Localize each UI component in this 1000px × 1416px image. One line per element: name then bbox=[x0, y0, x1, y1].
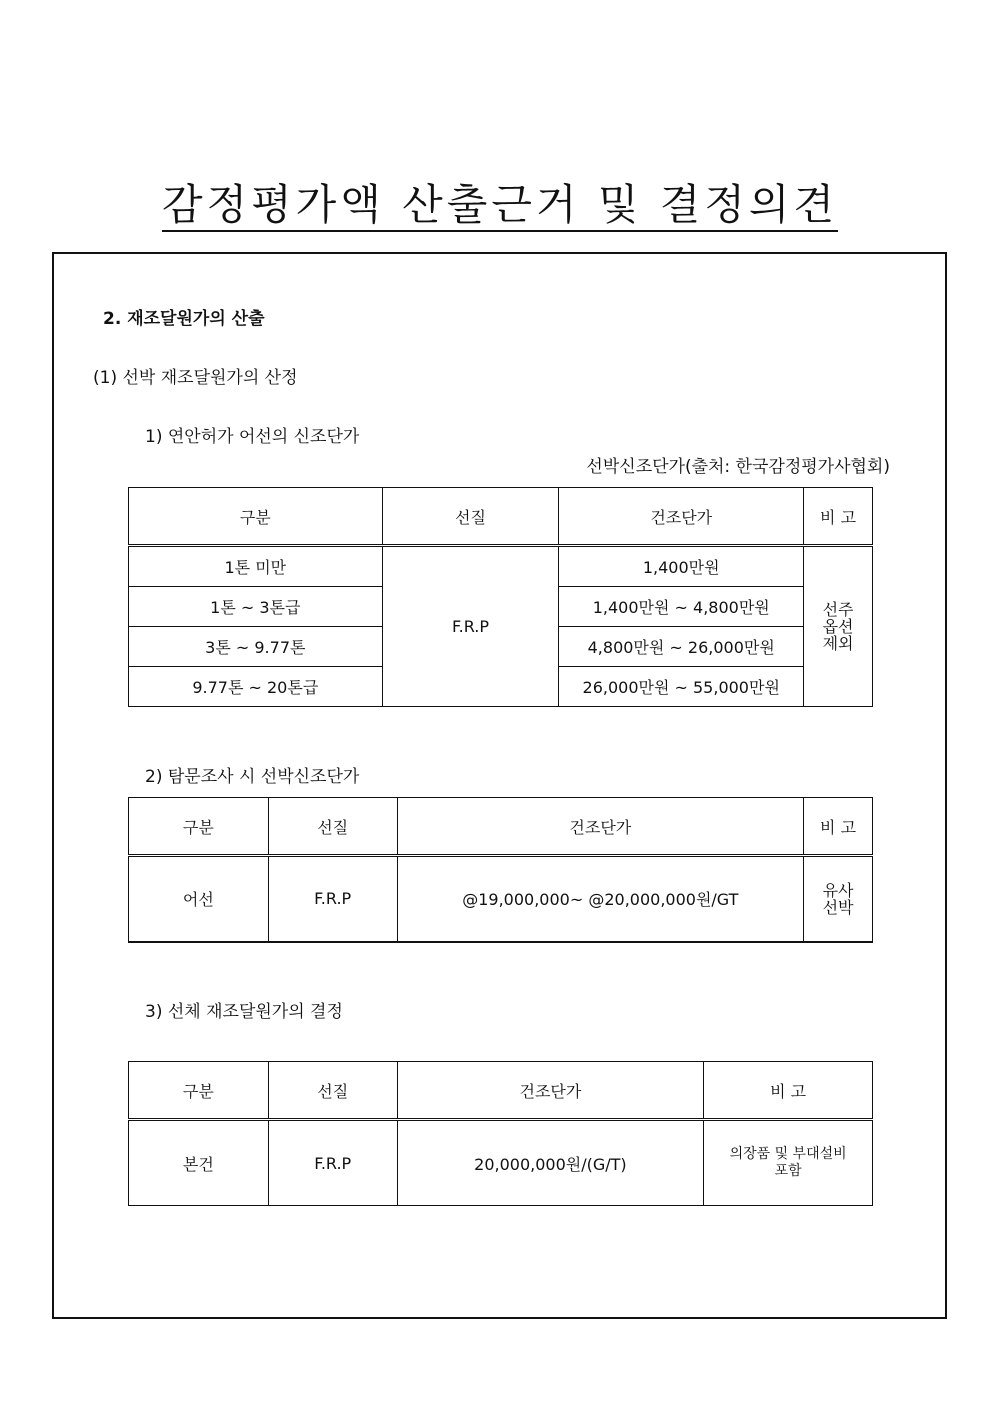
header-material: 선질 bbox=[382, 488, 559, 546]
category-cell: 3톤 ~ 9.77톤 bbox=[129, 627, 383, 667]
header-note: 비 고 bbox=[704, 1062, 873, 1120]
header-note: 비 고 bbox=[804, 798, 873, 856]
header-price: 건조단가 bbox=[559, 488, 804, 546]
table-header-row bbox=[129, 798, 873, 856]
note-cell: 의장품 및 부대설비 포함 bbox=[704, 1120, 873, 1206]
price-cell: 26,000만원 ~ 55,000만원 bbox=[559, 667, 804, 707]
price-cell: 1,400만원 ~ 4,800만원 bbox=[559, 587, 804, 627]
note-cell: 선주 옵션 제외 bbox=[804, 546, 873, 707]
table-row bbox=[129, 856, 873, 942]
part1-source: 선박신조단가(출처: 한국감정평가사협회) bbox=[586, 457, 890, 477]
header-category: 구분 bbox=[129, 1062, 269, 1120]
header-category: 구분 bbox=[129, 488, 383, 546]
material-cell: F.R.P bbox=[268, 1120, 397, 1206]
header-price: 건조단가 bbox=[397, 798, 803, 856]
header-category: 구분 bbox=[129, 798, 269, 856]
category-cell: 1톤 ~ 3톤급 bbox=[129, 587, 383, 627]
header-note: 비 고 bbox=[804, 488, 873, 546]
table-row bbox=[129, 1120, 873, 1206]
category-cell: 1톤 미만 bbox=[129, 546, 383, 587]
table-header-row bbox=[129, 1062, 873, 1120]
section-heading: 2. 재조달원가의 산출 bbox=[103, 309, 265, 329]
final-price-table bbox=[128, 1061, 873, 1206]
part3-heading: 3) 선체 재조달원가의 결정 bbox=[145, 1002, 343, 1022]
subsection-heading: (1) 선박 재조달원가의 산정 bbox=[93, 368, 298, 388]
table-header-row bbox=[129, 488, 873, 546]
price-cell: 20,000,000원/(G/T) bbox=[397, 1120, 704, 1206]
price-cell: @19,000,000~ @20,000,000원/GT bbox=[397, 856, 803, 942]
part1-heading: 1) 연안허가 어선의 신조단가 bbox=[145, 427, 360, 447]
material-cell: F.R.P bbox=[382, 546, 559, 707]
part2-heading: 2) 탐문조사 시 선박신조단가 bbox=[145, 767, 360, 787]
new-build-price-table bbox=[128, 487, 873, 707]
header-material: 선질 bbox=[268, 798, 397, 856]
header-material: 선질 bbox=[268, 1062, 397, 1120]
category-cell: 본건 bbox=[129, 1120, 269, 1206]
price-cell: 4,800만원 ~ 26,000만원 bbox=[559, 627, 804, 667]
category-cell: 어선 bbox=[129, 856, 269, 942]
category-cell: 9.77톤 ~ 20톤급 bbox=[129, 667, 383, 707]
survey-price-table bbox=[128, 797, 873, 943]
header-price: 건조단가 bbox=[397, 1062, 704, 1120]
table-row bbox=[129, 546, 873, 587]
price-cell: 1,400만원 bbox=[559, 546, 804, 587]
document-title bbox=[0, 180, 1000, 232]
material-cell: F.R.P bbox=[268, 856, 397, 942]
document-title-text: 감정평가액 산출근거 및 결정의견 bbox=[162, 180, 838, 232]
note-cell: 유사 선박 bbox=[804, 856, 873, 942]
